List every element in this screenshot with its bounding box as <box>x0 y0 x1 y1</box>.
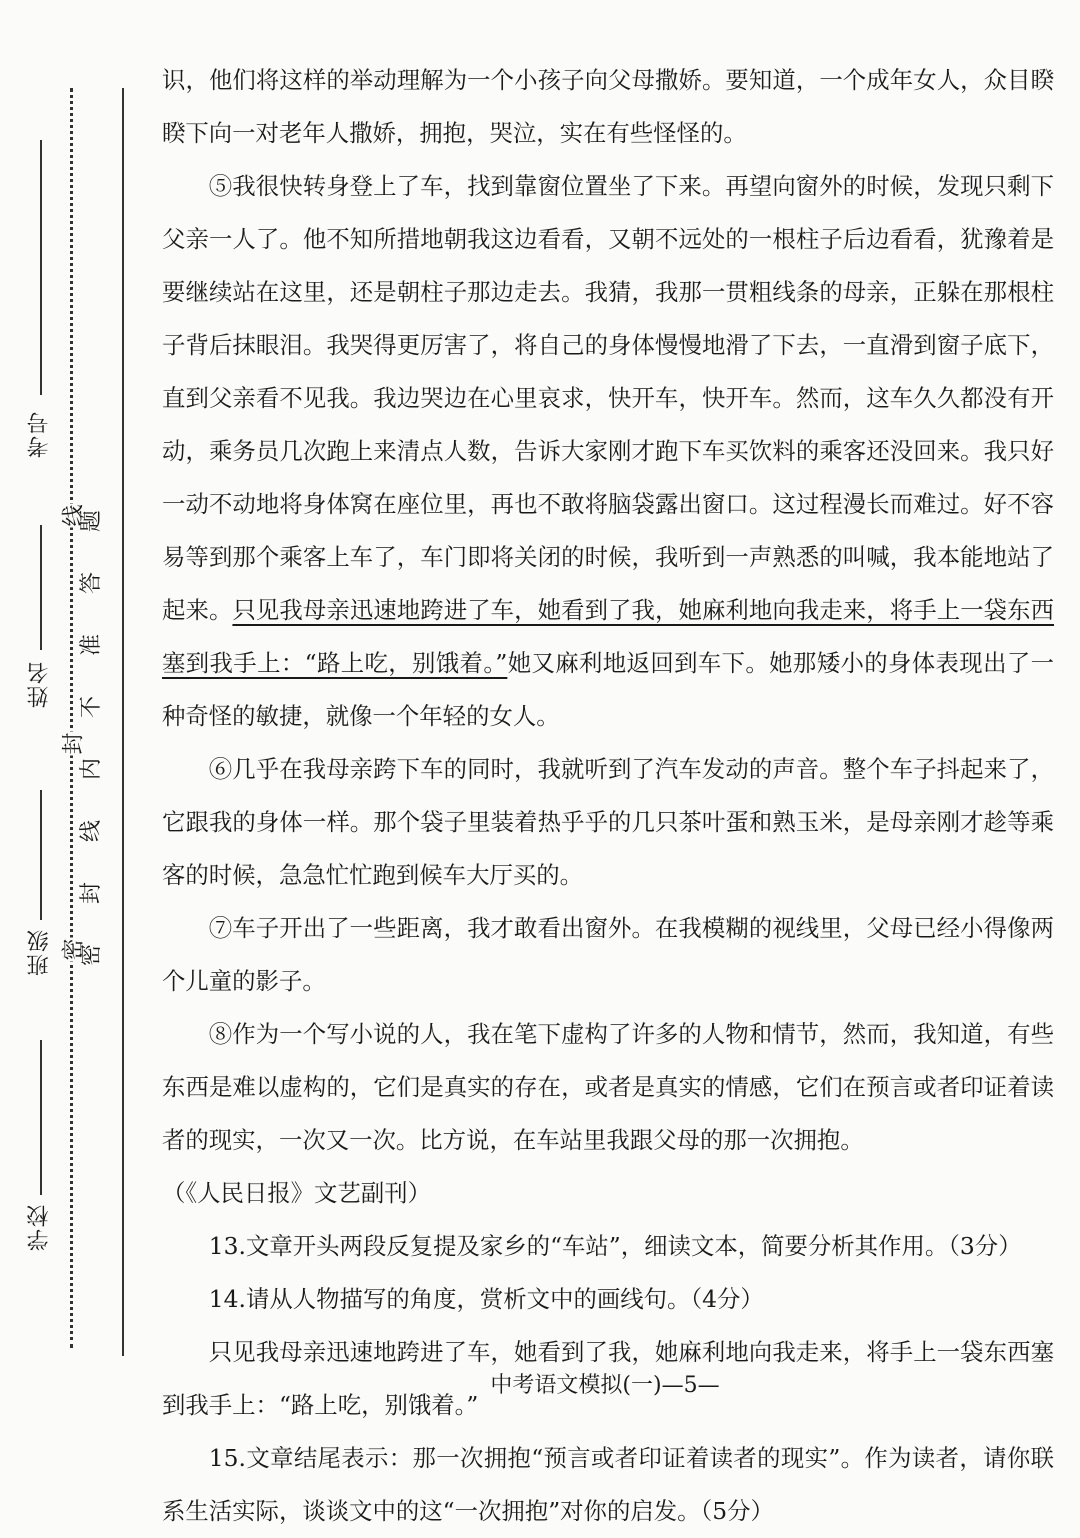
paragraph-7: ⑦车子开出了一些距离，我才敢看出窗外。在我模糊的视线里，父母已经小得像两个儿童的影子。 <box>162 914 1054 995</box>
notice-char: 准 <box>79 634 104 657</box>
school-blank[interactable] <box>40 1040 42 1195</box>
class-field[interactable] <box>14 790 54 990</box>
name-field[interactable] <box>14 525 54 725</box>
school-field[interactable] <box>14 1040 54 1265</box>
name-blank[interactable] <box>40 525 42 650</box>
paragraph-5 <box>162 160 1054 743</box>
question-13: 13.文章开头两段反复提及家乡的“车站”，细读文本，简要分析其作用。（3分） <box>208 1232 1022 1260</box>
notice-char: 密 <box>79 944 104 967</box>
seal-mark-secret: 密 <box>57 938 88 962</box>
seal-dotted-line <box>70 88 73 1348</box>
question-15: 15.文章结尾表示：那一次拥抱“预言或者印证着读者的现实”。作为读者，请你联系生活实际，谈谈文中的这“一次拥抱”对你的启发。（5分） <box>162 1444 1054 1525</box>
notice-char: 答 <box>79 572 104 595</box>
notice-char: 题 <box>79 510 104 533</box>
no-answer-notice <box>79 490 120 986</box>
underlined-sentence: 只见我母亲迅速地跨进了车，她看到了我，她麻利地向我走来，将手上一袋东西塞到我手上：“路上吃，别饿着。” <box>162 596 1055 677</box>
school-label: 学校 <box>27 1203 52 1251</box>
seal-mark-line: 线 <box>57 504 88 528</box>
binding-solid-line <box>122 88 124 1356</box>
question-14-quote: 只见我母亲迅速地跨进了车，她看到了我，她麻利地向我走来，将手上一袋东西塞到我手上：“路上吃，别饿着。” <box>162 1338 1054 1419</box>
notice-char: 封 <box>79 882 104 905</box>
notice-char: 线 <box>79 820 104 843</box>
paragraph-5-part-b: 她又麻利地返回到车下。她那矮小的身体表现出了一种奇怪的敏捷，就像一个年轻的女人。 <box>162 649 1054 730</box>
class-blank[interactable] <box>40 790 42 920</box>
seal-mark-seal: 封 <box>57 732 88 756</box>
question-14: 14.请从人物描写的角度，赏析文中的画线句。（4分） <box>208 1285 764 1313</box>
paragraph-5-part-a: ⑤我很快转身登上了车，找到靠窗位置坐了下来。再望向窗外的时候，发现只剩下父亲一人了。他不知所措地朝我这边看看，又朝不远处的一根柱子后边看看，犹豫着是要继续站在这里，还是朝柱子那边走去。我猜，我那一贯粗线条的母亲，正躲在那根柱子背后抹眼泪。我哭得更厉害了，将自己的身体慢慢地滑了下去，一直滑到窗子底下，直到父亲看不见我。我边哭边在心里哀求，快开车，快开车。然而，这车久久都没有开动，乘务员几次跑上来清点人数，告诉大家刚才跑下车买饮料的乘客还没回来。我只好一动不动地将身体窝在座位里，再也不敢将脑袋露出窗口。这过程漫长而难过。好不容易等到那个乘客上车了，车门即将关闭的时候，我听到一声熟悉的叫喊，我本能地站了起来。 <box>162 172 1054 624</box>
exam-number-blank[interactable] <box>40 140 42 395</box>
reading-passage <box>162 54 1054 1538</box>
class-label: 班级 <box>27 928 52 976</box>
exam-number-field[interactable] <box>14 140 54 470</box>
exam-number-label: 考号 <box>27 410 52 458</box>
page-footer: 中考语文模拟(一)—5— <box>490 1373 720 1398</box>
paragraph-8: ⑧作为一个写小说的人，我在笔下虚构了许多的人物和情节，然而，我知道，有些东西是难以虚构的，它们是真实的存在，或者是真实的情感，它们在预言或者印证着读者的现实，一次又一次。比方说，在车站里我跟父母的那一次拥抱。 <box>162 1020 1054 1154</box>
source-citation: （《人民日报》文艺副刊） <box>162 1179 431 1207</box>
paragraph-6: ⑥几乎在我母亲跨下车的同时，我就听到了汽车发动的声音。整个车子抖起来了，它跟我的身体一样。那个袋子里装着热乎乎的几只茶叶蛋和熟玉米，是母亲刚才趁等乘客的时候，急急忙忙跑到候车大厅买的。 <box>162 755 1054 889</box>
binding-margin <box>0 0 130 1438</box>
paragraph-continued: 识，他们将这样的举动理解为一个小孩子向父母撒娇。要知道，一个成年女人，众目睽睽下向一对老年人撒娇，拥抱，哭泣，实在有些怪怪的。 <box>162 66 1054 147</box>
notice-char: 内 <box>79 758 104 781</box>
name-label: 姓名 <box>27 660 52 708</box>
notice-char: 不 <box>79 696 104 719</box>
